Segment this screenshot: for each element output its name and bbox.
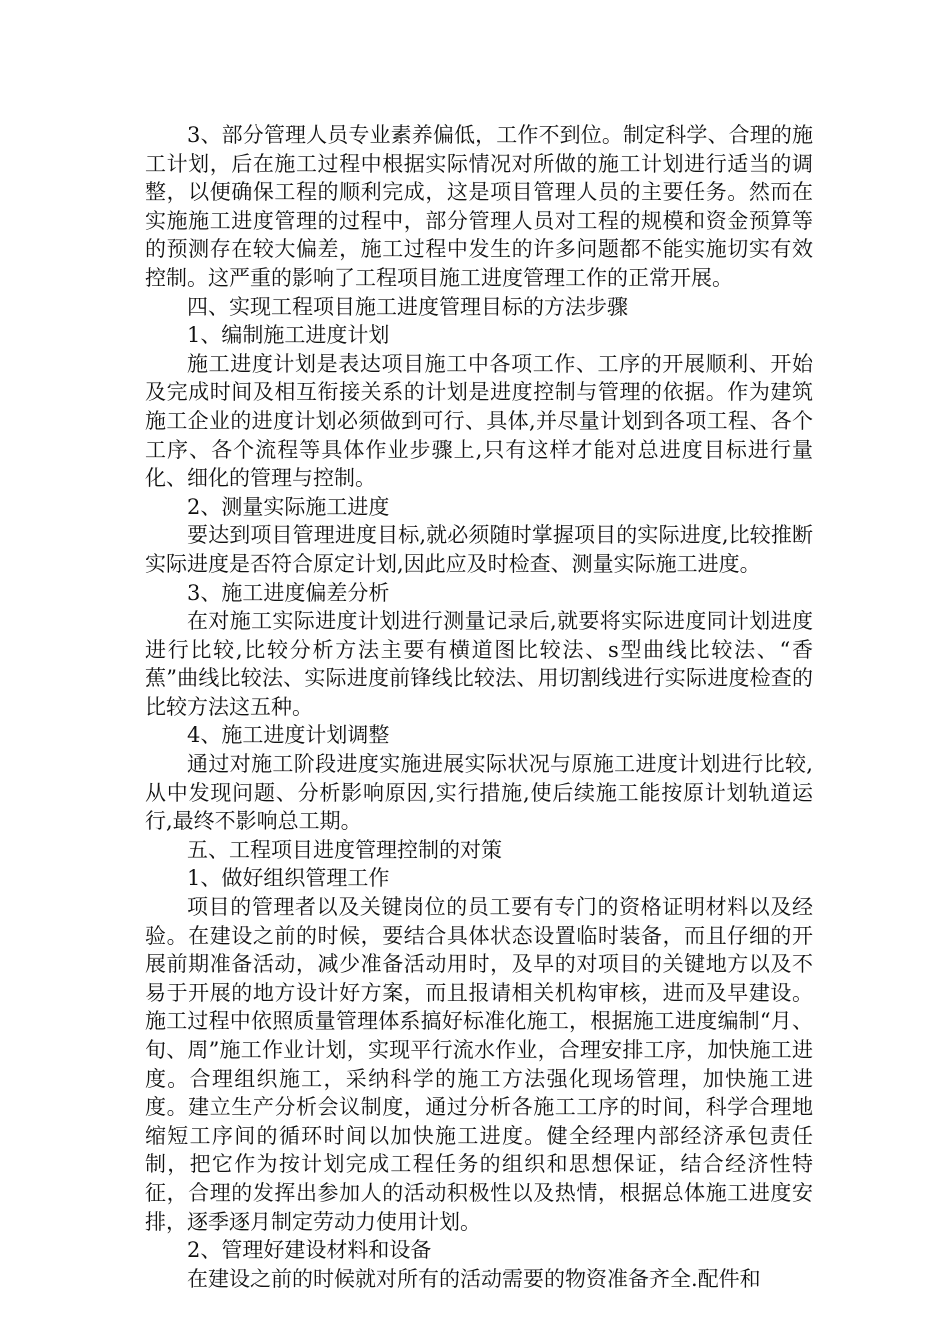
paragraph-compile-plan: 施工进度计划是表达项目施工中各项工作、工序的开展顺利、开始及完成时间及相互衔接关系的计划是进度控制与管理的依据。作为建筑施工企业的进度计划必须做到可行、具体,并尽量计划到各项工程、各个工序、各个流程等具体作业步骤上,只有这样才能对总进度目标进行量化、细化的管理与控制。 bbox=[145, 351, 813, 491]
paragraph-management-quality: 3、部分管理人员专业素养偏低，工作不到位。制定科学、合理的施工计划，后在施工过程中根据实际情况对所做的施工计划进行适当的调整，以便确保工程的顺利完成，这是项目管理人员的主要任务。然而在实施施工进度管理的过程中，部分管理人员对工程的规模和资金预算等的预测存在较大偏差，施工过程中发生的许多问题都不能实施切实有效控制。这严重的影响了工程项目施工进度管理工作的正常开展。 bbox=[145, 123, 813, 290]
subheading-plan-adjustment: 4、施工进度计划调整 bbox=[187, 723, 390, 748]
subheading-compile-plan: 1、编制施工进度计划 bbox=[187, 323, 390, 348]
subheading-materials-equipment: 2、管理好建设材料和设备 bbox=[187, 1238, 432, 1263]
section-heading-methods: 四、实现工程项目施工进度管理目标的方法步骤 bbox=[187, 294, 628, 319]
paragraph-materials-equipment: 在建设之前的时候就对所有的活动需要的物资准备齐全.配件和 bbox=[187, 1266, 761, 1291]
paragraph-deviation-analysis: 在对施工实际进度计划进行测量记录后,就要将实际进度同计划进度进行比较,比较分析方法主要有横道图比较法、s型曲线比较法、“香蕉”曲线比较法、实际进度前锋线比较法、用切割线进行实际进度检查的比较方法这五种。 bbox=[145, 609, 813, 719]
section-heading-countermeasures: 五、工程项目进度管理控制的对策 bbox=[187, 837, 502, 862]
document-page bbox=[145, 121, 813, 1293]
paragraph-organization: 项目的管理者以及关键岗位的员工要有专门的资格证明材料以及经验。在建设之前的时候，要结合具体状态设置临时装备，而且仔细的开展前期准备活动，减少准备活动用时，及早的对项目的关键地方以及不易于开展的地方设计好方案，而且报请相关机构审核，进而及早建设。施工过程中依照质量管理体系搞好标准化施工，根据施工进度编制“月、旬、周”施工作业计划，实现平行流水作业，合理安排工序，加快施工进度。合理组织施工，采纳科学的施工方法强化现场管理，加快施工进度。建立生产分析会议制度，通过分析各施工工序的时间，科学合理地缩短工序间的循环时间以加快施工进度。健全经理内部经济承包责任制，把它作为按计划完成工程任务的组织和思想保证，结合经济性特征，合理的发挥出参加人的活动积极性以及热情，根据总体施工进度安排，逐季逐月制定劳动力使用计划。 bbox=[145, 895, 813, 1234]
paragraph-measure-progress: 要达到项目管理进度目标,就必须随时掌握项目的实际进度,比较推断实际进度是否符合原定计划,因此应及时检查、测量实际施工进度。 bbox=[145, 523, 813, 576]
subheading-organization: 1、做好组织管理工作 bbox=[187, 866, 390, 891]
paragraph-plan-adjustment: 通过对施工阶段进度实施进展实际状况与原施工进度计划进行比较,从中发现问题、分析影响原因,实行措施,使后续施工能按原计划轨道运行,最终不影响总工期。 bbox=[145, 752, 813, 834]
subheading-deviation-analysis: 3、施工进度偏差分析 bbox=[187, 580, 390, 605]
subheading-measure-progress: 2、测量实际施工进度 bbox=[187, 494, 390, 519]
